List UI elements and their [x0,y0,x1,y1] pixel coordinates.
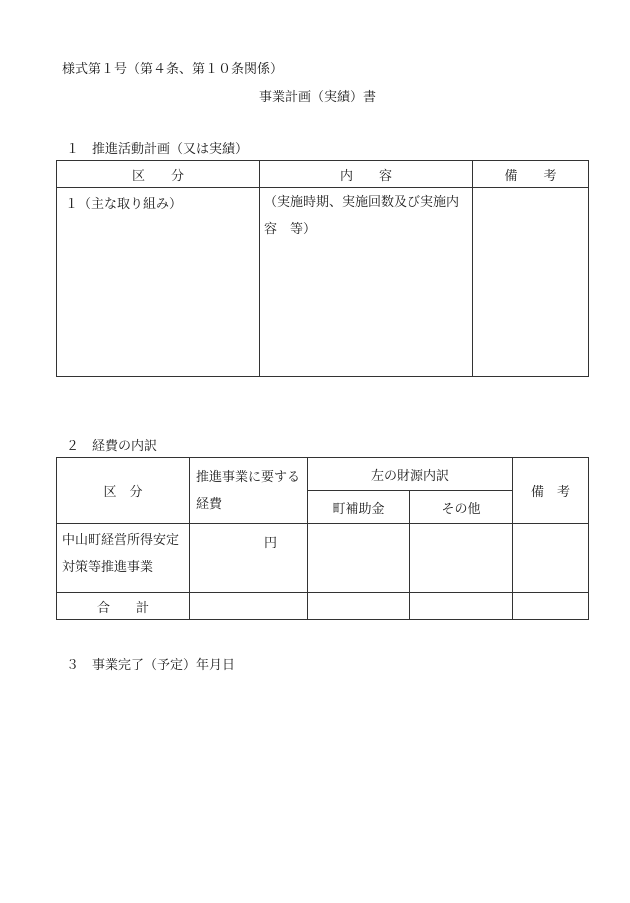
expense-division-text: 中山町経営所得安定対策等推進事業 [62,533,180,575]
expense-header-breakdown: 左の財源内訳 [308,458,513,491]
plan-notes-cell[interactable] [473,188,589,377]
form-label: 様式第１号（第４条、第１０条関係） [62,62,284,77]
expense-table [56,457,589,620]
expense-cost-cell[interactable] [190,524,308,593]
total-cost-cell[interactable] [190,593,308,620]
header-notes: 備 考 [473,161,589,188]
plan-content-cell[interactable] [260,188,473,377]
expense-header-cost: 推進事業に要する経費 [196,469,301,512]
section2-heading: ２ 経費の内訳 [66,439,158,454]
total-town-subsidy-cell[interactable] [308,593,410,620]
total-label: 合 計 [57,593,190,620]
header-division: 区 分 [57,161,260,188]
expense-header-town-subsidy: 町補助金 [308,491,410,524]
expense-header-cost-cell [190,458,308,524]
expense-header-notes: 備 考 [513,458,589,524]
header-content: 内 容 [260,161,473,188]
expense-header-division: 区 分 [57,458,190,524]
total-other-cell[interactable] [410,593,513,620]
activity-plan-table [56,160,589,377]
section3-heading: ３ 事業完了（予定）年月日 [66,658,236,673]
document-title: 事業計画（実績）書 [259,90,377,105]
expense-header-other: その他 [410,491,513,524]
plan-content-text: （実施時期、実施回数及び実施内容 等） [264,195,460,237]
expense-other-cell[interactable] [410,524,513,593]
plan-division-cell[interactable] [57,188,260,377]
total-notes-cell[interactable] [513,593,589,620]
expense-notes-cell[interactable] [513,524,589,593]
expense-division-cell [57,524,190,593]
expense-town-subsidy-cell[interactable] [308,524,410,593]
plan-division-text: １（主な取り組み） [65,197,183,212]
section1-heading: １ 推進活動計画（又は実績） [66,142,249,157]
yen-unit: 円 [263,536,277,551]
